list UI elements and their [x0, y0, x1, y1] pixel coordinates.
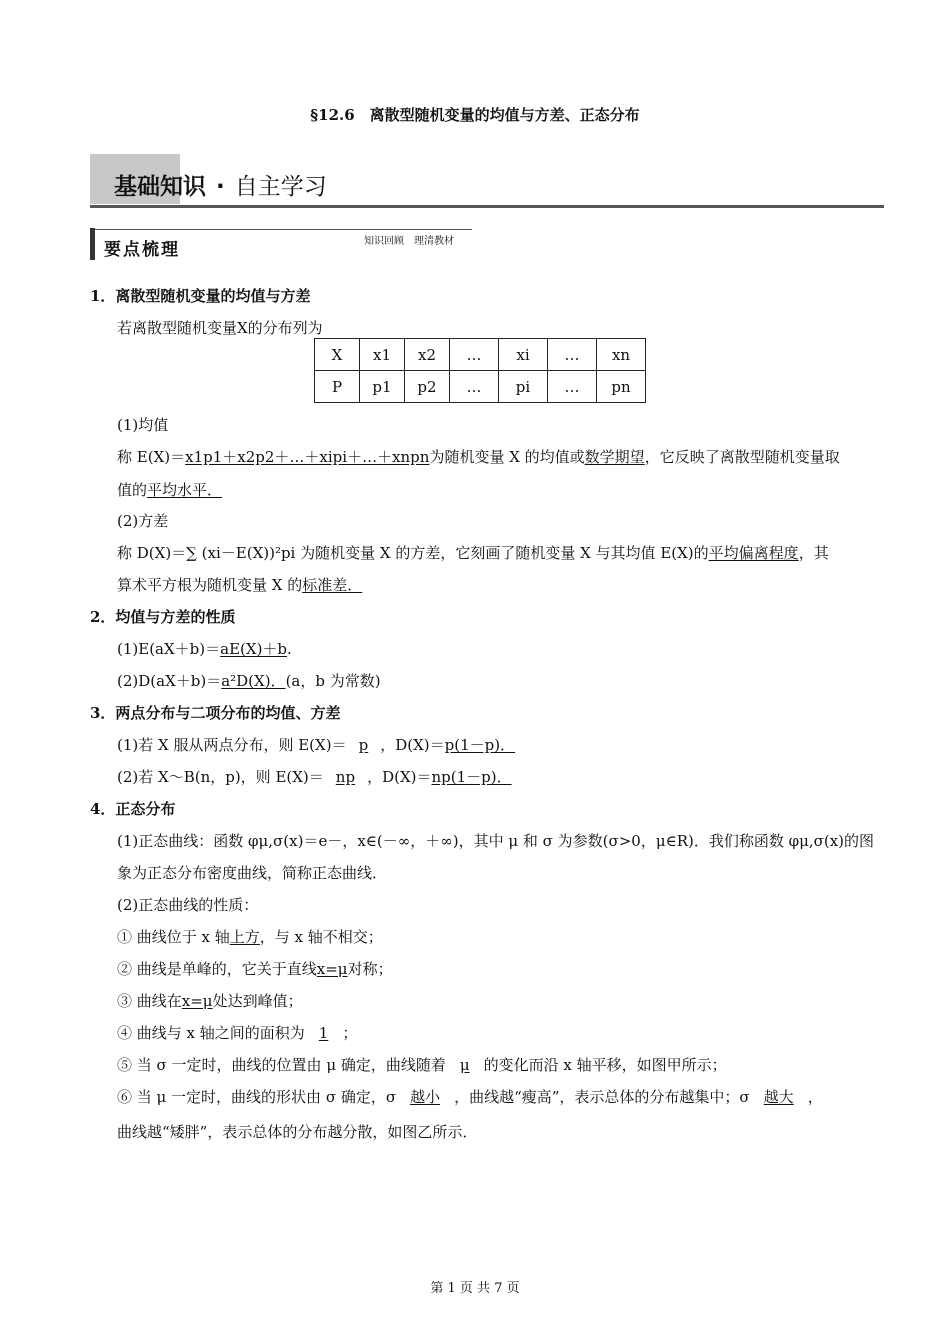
subsection-topline — [90, 229, 472, 230]
text-fragment: ，其 — [798, 544, 829, 562]
text-fragment: ，D(X)＝ — [380, 736, 445, 754]
table-cell: x1 — [360, 339, 405, 371]
curve-property-6-cont: 曲线越“矮胖”，表示总体的分布越分散，如图乙所示． — [117, 1123, 478, 1141]
answer-blank: a²D(X)． — [221, 672, 286, 690]
answer-blank: 标准差． — [302, 576, 363, 594]
curve-property-1 — [117, 927, 383, 947]
answer-blank: x1p1＋x2p2＋…＋xipi＋…＋xnpn — [185, 448, 430, 466]
text-fragment: 称 D(X)＝∑ (xi－E(X))²pi 为随机变量 X 的方差，它刻画了随机变量 X 与其均值 E(X)的 — [117, 544, 709, 562]
table-cell: … — [450, 371, 499, 403]
text-fragment: 为随机变量 X 的均值或 — [429, 448, 585, 466]
mean-definition — [117, 447, 840, 467]
curve-property-5 — [117, 1055, 727, 1075]
subsection-title: 要点梳理 — [104, 240, 180, 260]
text-fragment: (a，b 为常数) — [285, 672, 381, 690]
curve-properties-title: (2)正态曲线的性质： — [117, 896, 259, 914]
table-cell: … — [548, 339, 597, 371]
answer-blank: x=μ — [316, 960, 348, 978]
variance-title: (2)方差 — [117, 512, 169, 530]
answer-blank: aE(X)＋b — [220, 640, 288, 658]
table-cell: xi — [499, 339, 548, 371]
table-cell: p2 — [405, 371, 450, 403]
text-fragment: ， — [807, 1088, 823, 1106]
distribution-table — [314, 338, 646, 403]
answer-blank: 上方 — [229, 928, 260, 946]
section-dot: · — [216, 174, 225, 200]
answer-blank: x=μ — [181, 992, 213, 1010]
text-fragment: ⑤ 当 σ 一定时，曲线的位置由 μ 确定，曲线随着 — [117, 1056, 446, 1074]
answer-blank: p(1－p)． — [444, 736, 516, 754]
text-fragment: ； — [342, 1024, 358, 1042]
curve-property-2 — [117, 959, 393, 979]
text-fragment: 值的 — [117, 481, 148, 499]
two-point-distribution — [117, 735, 515, 755]
table-row — [315, 339, 646, 371]
section-rule — [90, 205, 884, 208]
text-fragment: ④ 曲线与 x 轴之间的面积为 — [117, 1024, 305, 1042]
item4-heading: 4．正态分布 — [90, 800, 176, 818]
binomial-distribution — [117, 767, 512, 787]
text-fragment: 算术平方根为随机变量 X 的 — [117, 576, 303, 594]
text-fragment: ② 曲线是单峰的，它关于直线 — [117, 960, 317, 978]
text-fragment: ③ 曲线在 — [117, 992, 182, 1010]
table-cell: p1 — [360, 371, 405, 403]
text-fragment: ，它反映了离散型随机变量取 — [644, 448, 840, 466]
item3-heading: 3．两点分布与二项分布的均值、方差 — [90, 704, 341, 722]
table-cell: … — [548, 371, 597, 403]
table-cell: P — [315, 371, 360, 403]
answer-blank: 数学期望 — [584, 448, 645, 466]
table-row — [315, 371, 646, 403]
answer-blank: np(1－p)． — [431, 768, 512, 786]
text-fragment: (2)若 X～B(n，p)，则 E(X)＝ — [117, 768, 324, 786]
text-fragment: (1)若 X 服从两点分布，则 E(X)＝ — [117, 736, 347, 754]
text-fragment: 称 E(X)＝ — [117, 448, 186, 466]
answer-blank: 越小 — [410, 1088, 441, 1106]
subsection-bar — [90, 228, 95, 260]
table-cell: pi — [499, 371, 548, 403]
normal-curve-definition-cont: 象为正态分布密度曲线，简称正态曲线． — [117, 864, 388, 882]
subsection-header — [90, 228, 472, 262]
text-fragment: ⑥ 当 μ 一定时，曲线的形状由 σ 确定，σ — [117, 1088, 397, 1106]
section-label — [114, 168, 327, 201]
property-2 — [117, 671, 381, 691]
table-cell: X — [315, 339, 360, 371]
answer-blank: np — [335, 768, 356, 786]
curve-property-4 — [117, 1023, 357, 1043]
text-fragment: ，与 x 轴不相交； — [259, 928, 383, 946]
section-title: 基础知识 — [114, 174, 206, 200]
text-fragment: (1)E(aX＋b)＝ — [117, 640, 221, 658]
section-subtitle: 自主学习 — [234, 174, 327, 200]
page-footer: 第 1 页 共 7 页 — [430, 1281, 520, 1296]
text-fragment: ① 曲线位于 x 轴 — [117, 928, 230, 946]
table-cell: pn — [597, 371, 646, 403]
property-1 — [117, 639, 292, 659]
curve-property-6 — [117, 1087, 823, 1107]
answer-blank: 平均水平． — [147, 481, 223, 499]
text-fragment: 的变化而沿 x 轴平移，如图甲所示； — [483, 1056, 727, 1074]
variance-definition — [117, 543, 829, 563]
text-fragment: (2)D(aX＋b)＝ — [117, 672, 222, 690]
table-cell: … — [450, 339, 499, 371]
mean-title: (1)均值 — [117, 416, 169, 434]
item1-heading: 1．离散型随机变量的均值与方差 — [90, 287, 311, 305]
text-fragment: . — [287, 640, 292, 658]
answer-blank: p — [358, 736, 369, 754]
answer-blank: 1 — [318, 1024, 329, 1042]
answer-blank: 平均偏离程度 — [708, 544, 799, 562]
section-header — [90, 154, 884, 210]
mean-definition-cont — [117, 480, 222, 500]
curve-property-3 — [117, 991, 303, 1011]
item1-intro: 若离散型随机变量X的分布列为 — [117, 319, 323, 337]
variance-definition-cont — [117, 575, 362, 595]
text-fragment: 对称； — [347, 960, 393, 978]
item2-heading: 2．均值与方差的性质 — [90, 608, 236, 626]
text-fragment: 处达到峰值； — [212, 992, 303, 1010]
table-cell: xn — [597, 339, 646, 371]
answer-blank: 越大 — [763, 1088, 794, 1106]
text-fragment: ，D(X)＝ — [367, 768, 432, 786]
text-fragment: ，曲线越“瘦高”，表示总体的分布越集中；σ — [454, 1088, 750, 1106]
answer-blank: μ — [459, 1056, 470, 1074]
page-title: §12.6 离散型随机变量的均值与方差、正态分布 — [310, 106, 640, 124]
normal-curve-definition: (1)正态曲线：函数 φμ,σ(x)＝e－，x∈(－∞，＋∞)，其中 μ 和 σ 为参数(σ>0，μ∈R)．我们称函数 φμ,σ(x)的图 — [117, 832, 875, 850]
subsection-note: 知识回顾 理清教材 — [364, 236, 454, 247]
table-cell: x2 — [405, 339, 450, 371]
